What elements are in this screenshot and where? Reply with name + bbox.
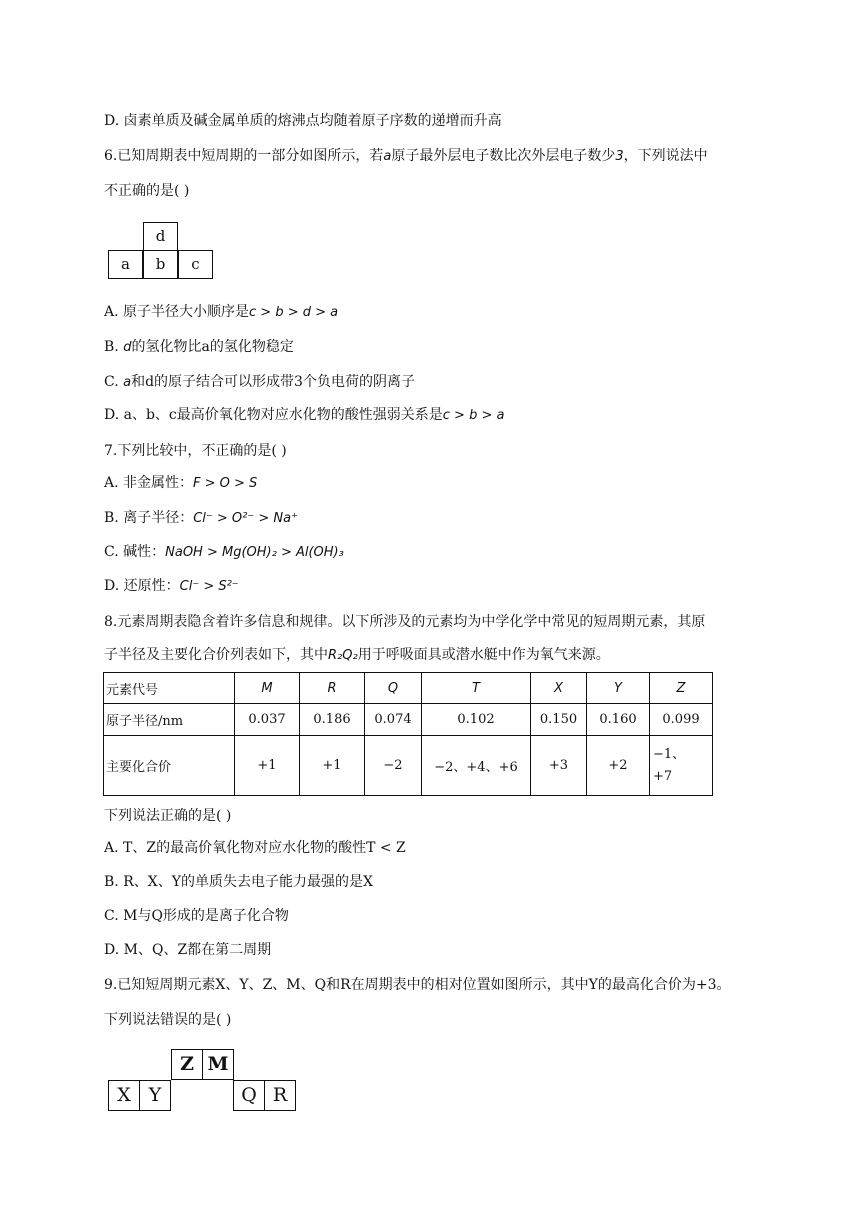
table-header-cell: 元素代号	[104, 673, 235, 704]
table-header-cell: Q	[365, 673, 422, 704]
q6-option-a-label: A. 原子半径大小顺序是	[104, 304, 250, 320]
q7-option-c	[104, 542, 344, 563]
table-cell: 0.099	[650, 704, 713, 736]
q7-option-b	[104, 508, 298, 529]
q6-cell-b: b	[143, 250, 178, 279]
q6-stem-a: 6.已知周期表中短周期的一部分如图所示，若	[104, 148, 384, 164]
q6-stem-end: ，下列说法中	[623, 148, 708, 164]
q8-question: 下列说法正确的是( )	[104, 808, 232, 824]
q6-option-b	[104, 337, 294, 358]
q6-option-b-tail: 的氢化物比a的氢化物稳定	[131, 339, 294, 355]
q8-option-a: A. T、Z的最高价氧化物对应水化物的酸性T < Z	[104, 840, 406, 856]
q6-option-d-math: c > b > a	[442, 408, 505, 423]
table-cell: +1	[300, 736, 365, 796]
q7-option-a	[104, 473, 257, 494]
table-row-label: 原子半径/nm	[104, 704, 235, 736]
q8-stem-line2	[104, 645, 610, 666]
table-cell: +3	[531, 736, 587, 796]
q7-option-a-math: F > O > S	[193, 476, 258, 491]
q6-cell-c: c	[178, 250, 213, 279]
q6-option-d-label: D. a、b、c最高价氧化物对应水化物的酸性强弱关系是	[104, 407, 443, 423]
q6-option-c	[104, 372, 415, 393]
table-header-cell: Y	[587, 673, 650, 704]
q8-stem-line1: 8.元素周期表隐含着许多信息和规律。以下所涉及的元素均为中学化学中常见的短周期元素，其原	[104, 614, 706, 630]
element-table	[103, 672, 713, 796]
q9-cell-q: Q	[233, 1080, 265, 1111]
table-cell: 0.150	[531, 704, 587, 736]
q8-stem-formula: R₂Q₂	[328, 648, 358, 663]
q9-stem: 9.已知短周期元素X、Y、Z、M、Q和R在周期表中的相对位置如图所示，其中Y的最高化合价为+3。	[104, 977, 731, 993]
q8-option-d: D. M、Q、Z都在第二周期	[104, 942, 272, 958]
table-row-header	[104, 673, 713, 704]
q5-option-d: D. 卤素单质及碱金属单质的熔沸点均随着原子序数的递增而升高	[104, 113, 502, 129]
table-header-cell: X	[531, 673, 587, 704]
table-header-cell: M	[235, 673, 300, 704]
q9-cell-r: R	[264, 1080, 296, 1111]
table-cell: −2	[365, 736, 422, 796]
table-cell: 0.074	[365, 704, 422, 736]
q7-stem: 7.下列比较中，不正确的是( )	[104, 443, 287, 459]
q8-stem-line2a: 子半径及主要化合价列表如下，其中	[104, 647, 328, 663]
q7-option-c-math: NaOH > Mg(OH)₂ > Al(OH)₃	[165, 545, 344, 560]
q7-option-b-label: B. 离子半径：	[104, 510, 194, 526]
q7-option-c-label: C. 碱性：	[104, 544, 166, 560]
table-cell: 0.160	[587, 704, 650, 736]
q6-stem-num: 3	[615, 149, 624, 164]
q7-option-d	[104, 576, 239, 597]
q6-option-b-label: B.	[104, 339, 124, 355]
table-cell: 0.102	[422, 704, 531, 736]
table-cell: 0.037	[235, 704, 300, 736]
q7-option-d-label: D. 还原性：	[104, 578, 180, 594]
table-cell: −2、+4、+6	[422, 736, 531, 796]
z-valence-line1: −1、	[653, 746, 686, 762]
q6-stem-line1	[104, 146, 708, 167]
q7-option-b-math: Cl⁻ > O²⁻ > Na⁺	[193, 511, 298, 526]
q6-stem-mid: 原子最外层电子数比次外层电子数少	[391, 148, 616, 164]
z-valence-line2: +7	[653, 768, 673, 784]
table-header-cell: Z	[650, 673, 713, 704]
q8-option-b: B. R、X、Y的单质失去电子能力最强的是X	[104, 874, 373, 890]
q6-option-a	[104, 302, 338, 323]
q6-option-a-math: c > b > d > a	[249, 305, 339, 320]
q9-cell-m: M	[202, 1049, 234, 1080]
table-header-cell: R	[300, 673, 365, 704]
table-cell: 0.186	[300, 704, 365, 736]
q6-stem-var: a	[383, 149, 392, 164]
q9-cell-z: Z	[171, 1049, 203, 1080]
table-row-label: 主要化合价	[104, 736, 235, 796]
table-cell-z-valence	[650, 736, 713, 796]
q9-question: 下列说法错误的是( )	[104, 1012, 232, 1028]
q6-stem-line2: 不正确的是( )	[104, 183, 190, 199]
table-header-cell: T	[422, 673, 531, 704]
q7-option-a-label: A. 非金属性：	[104, 475, 194, 491]
q8-stem-line2b: 用于呼吸面具或潜水艇中作为氧气来源。	[357, 647, 610, 663]
q7-option-d-math: Cl⁻ > S²⁻	[179, 579, 239, 594]
table-row-valence	[104, 736, 713, 796]
q9-cell-x: X	[108, 1080, 140, 1111]
q8-option-c: C. M与Q形成的是离子化合物	[104, 908, 289, 924]
table-row-radius	[104, 704, 713, 736]
q6-option-c-math: a	[123, 375, 132, 390]
q6-option-c-tail: 和d的原子结合可以形成带3个负电荷的阴离子	[131, 374, 415, 390]
q6-option-b-math: d	[123, 340, 132, 355]
q6-cell-a: a	[108, 250, 143, 279]
q6-cell-d: d	[143, 222, 178, 251]
table-cell: +2	[587, 736, 650, 796]
q9-cell-y: Y	[139, 1080, 171, 1111]
q6-option-c-label: C.	[104, 374, 124, 390]
q6-option-d	[104, 405, 504, 426]
table-cell: +1	[235, 736, 300, 796]
